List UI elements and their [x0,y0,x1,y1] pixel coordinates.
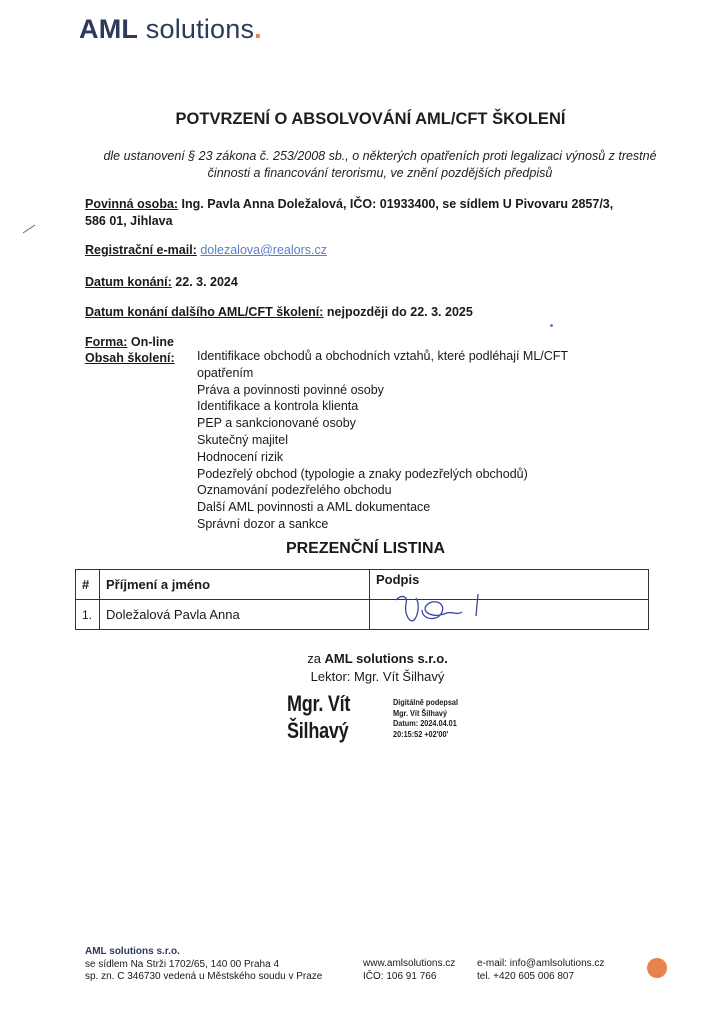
training-date: Datum konání: 22. 3. 2024 [85,275,238,289]
attendance-title: PREZENČNÍ LISTINA [285,540,446,557]
lecturer: Lektor: Mgr. Vít Šilhavý [310,669,445,684]
training-form: Forma: On-line [85,335,174,349]
handwritten-signature [392,590,502,632]
training-content-label: Obsah školení: [85,351,175,365]
list-item: Identifikace a kontrola klienta [197,399,359,414]
attendance-table [75,569,649,630]
document-title: POTVRZENÍ O ABSOLVOVÁNÍ AML/CFT ŠKOLENÍ [175,110,566,128]
footer-web: www.amlsolutions.cz IČO: 106 91 766 [363,958,456,982]
table-header-row [76,570,649,600]
issuer-block: za AML solutions s.r.o. Lektor: Mgr. Vít Šilhavý [0,650,725,686]
training-content-list [197,348,637,533]
row-number: 1. [76,600,100,630]
list-item: Správní dozor a sankce [197,516,329,531]
footer-contact: e-mail: info@amlsolutions.cz tel. +420 605 006 807 [477,958,605,982]
digital-signature-name: Mgr. Vít Šilhavý [287,691,351,743]
row-name: Doležalová Pavla Anna [100,600,370,630]
list-item: Oznamování podezřelého obchodu [197,483,392,498]
scan-mark-left [22,224,36,234]
obligated-person: Povinná osoba: Ing. Pavla Anna Doležalová, IČO: 01933400, se sídlem U Pivovaru 2857/3, 586 01, Jihlava [85,197,614,228]
list-item: Podezřelý obchod (typologie a znaky podezřelých obchodů) [197,466,528,481]
scan-mark-dot [549,323,554,328]
list-item: Práva a povinnosti povinné osoby [197,382,384,397]
list-item: Hodnocení rizik [197,449,284,464]
list-item: Další AML povinnosti a AML dokumentace [197,500,431,515]
header-number: # [76,570,100,600]
legal-basis: dle ustanovení § 23 zákona č. 253/2008 sb., o některých opatřeních proti legalizaci výnosů z trestné činnosti a financování terorismu, ve znění pozdějších předpisů [103,149,657,180]
next-training-date: Datum konání dalšího AML/CFT školení: nejpozději do 22. 3. 2025 [85,305,473,319]
footer-company: AML solutions s.r.o. se sídlem Na Strži 1702/65, 140 00 Praha 4 sp. zn. C 346730 vedená u Městského soudu v Praze [85,946,323,982]
digital-signature-info: Digitálně podepsal Mgr. Vít Šilhavý Datum: 2024.04.01 20:15:52 +02'00' [393,697,458,739]
company-logo: AML solutions. [79,14,262,44]
email-link[interactable]: dolezalova@realors.cz [200,243,327,257]
list-item: Identifikace obchodů a obchodních vztahů, které podléhají ML/CFT opatřením [197,349,568,380]
brand-dot-icon [647,958,667,978]
list-item: Skutečný majitel [197,432,289,447]
list-item: PEP a sankcionované osoby [197,416,356,431]
header-signature: Podpis [370,570,649,600]
issuer-company: AML solutions s.r.o. [324,651,448,666]
header-name: Příjmení a jméno [100,570,370,600]
registration-email: Registrační e-mail: dolezalova@realors.cz [85,243,327,257]
table-row [76,600,649,630]
